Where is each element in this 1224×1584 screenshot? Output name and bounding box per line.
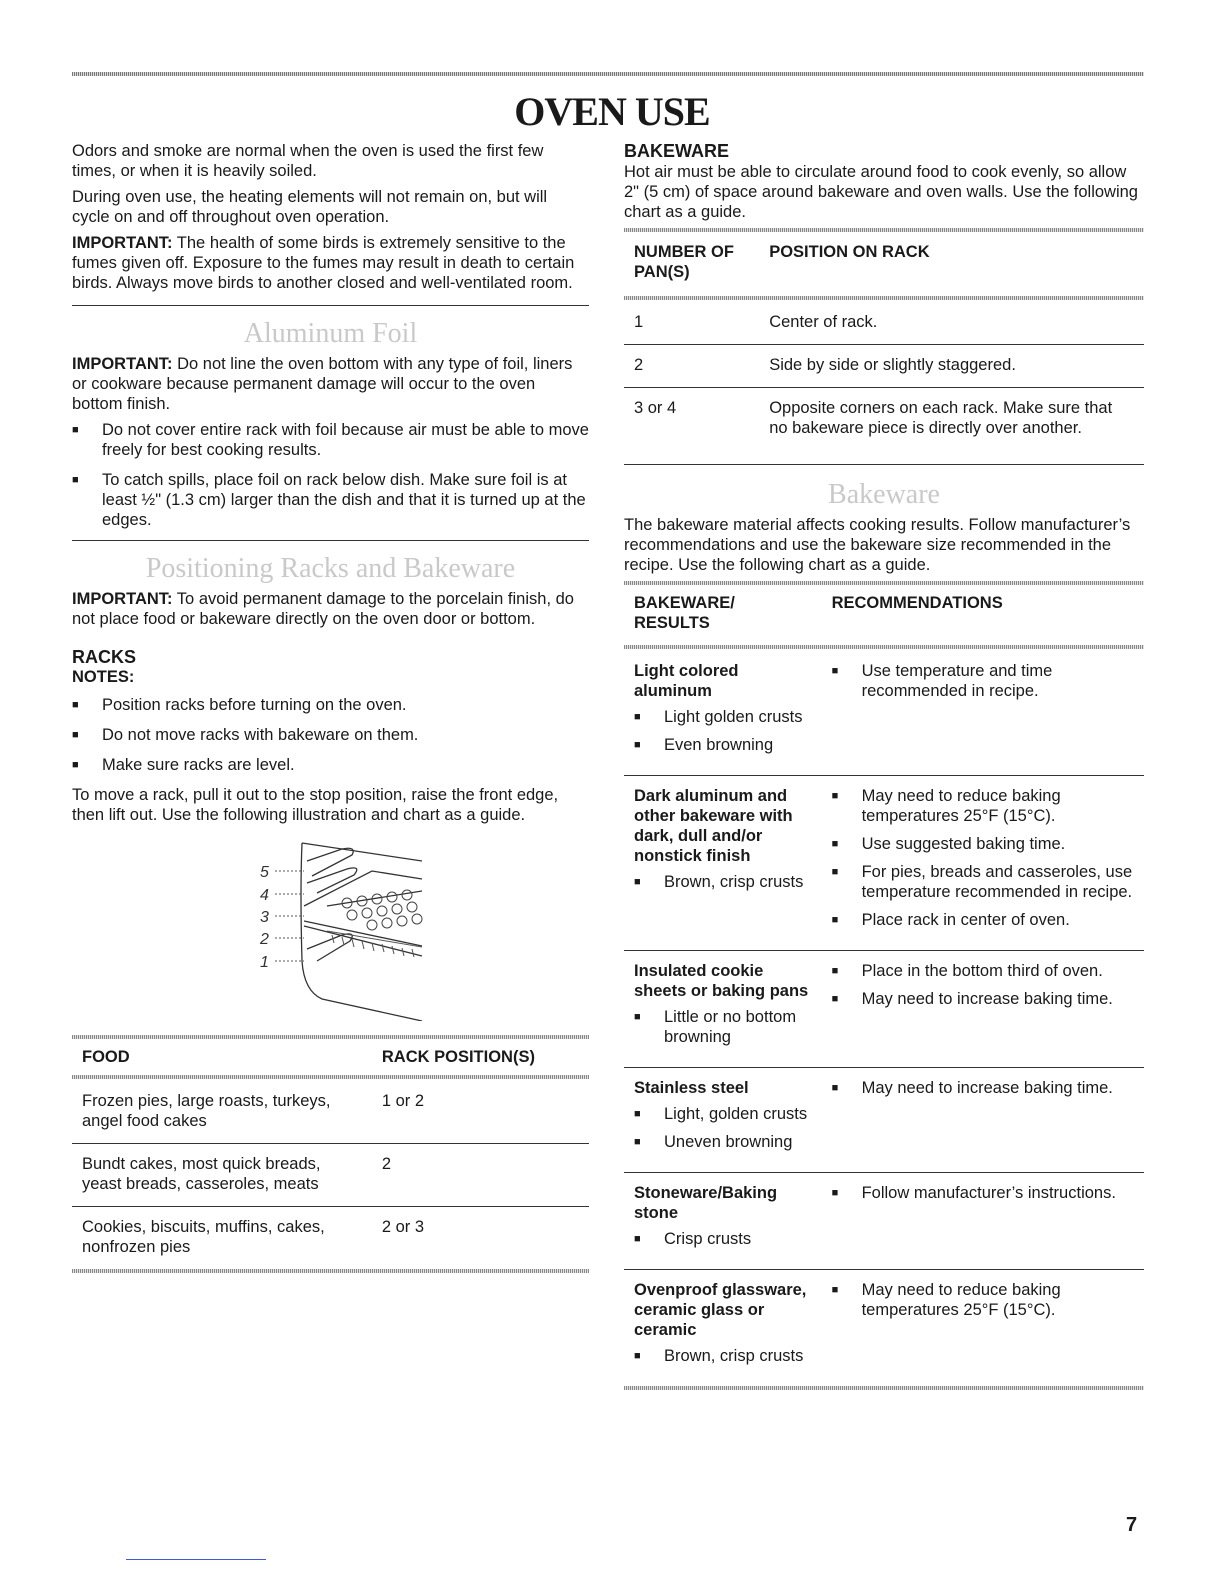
positioning-important (72, 589, 589, 629)
important-label: IMPORTANT: (72, 590, 173, 608)
list-item: ■ Use suggested baking time. (832, 834, 1134, 854)
important-text: The health of some birds is extremely sensitive to the fumes given off. Exposure to the fumes may result in death to certain birds. Always move birds to another closed and well-ventilated room. (72, 234, 575, 292)
table-row (624, 951, 1144, 1068)
list-item: ■ For pies, breads and casseroles, use temperature recommended in recipe. (832, 862, 1134, 902)
positioning-heading: Positioning Racks and Bakeware (145, 553, 516, 584)
position-cell: Center of rack. (759, 302, 1144, 345)
table-row (624, 651, 1144, 776)
list-item: ■ Place rack in center of oven. (832, 910, 1134, 930)
table-header-row (72, 1041, 589, 1075)
rack-number-label: 5 (260, 864, 269, 881)
list-item: ■ Little or no bottom browning (634, 1007, 812, 1047)
intro-important (72, 233, 589, 293)
notes-list (72, 695, 589, 775)
table-row (624, 1173, 1144, 1270)
oven-wall-line (301, 843, 422, 1021)
bakeware-heading: BAKEWARE (624, 141, 730, 161)
pan-count-cell: 3 or 4 (624, 388, 759, 465)
bakeware-results-table (624, 581, 1144, 1392)
rack-4-line (307, 868, 357, 893)
bakeware-materials-text: The bakeware material affects cooking results. Follow manufacturer’s recommendations and use the bakeware size recommended in the recipe. Use the following chart as a guide. (624, 516, 1131, 574)
list-item: ■ Uneven browning (634, 1132, 812, 1152)
table-bottom-rule (624, 1386, 1144, 1390)
table-top-rule (624, 581, 1144, 585)
column-header-food: FOOD (82, 1048, 130, 1066)
list-item: ■ Position racks before turning on the oven. (72, 695, 589, 715)
pan-count-cell: 1 (624, 302, 759, 345)
bakeware-materials-heading: Bakeware (828, 479, 940, 510)
column-header-position-on-rack: POSITION ON RACK (769, 243, 930, 261)
list-item: ■ Light, golden crusts (634, 1104, 812, 1124)
page-number: 7 (1126, 1514, 1138, 1536)
rack-position-cell: 2 or 3 (381, 1218, 425, 1236)
table-row (72, 1144, 589, 1207)
table-row (72, 1081, 589, 1144)
table-header-rule (624, 296, 1144, 300)
list-item: ■ May need to increase baking time. (832, 989, 1134, 1009)
bakeware-text: Hot air must be able to circulate around food to cook evenly, so allow 2" (5 cm) of space around bakeware and oven walls. Use the following chart as a guide. (624, 163, 1138, 221)
top-dotted-rule (72, 72, 1144, 76)
table-header-rule (624, 645, 1144, 649)
footer-underline (126, 1559, 266, 1560)
aluminum-foil-heading: Aluminum Foil (243, 318, 418, 349)
table-row (624, 1270, 1144, 1387)
recommendations-list (832, 1078, 1134, 1098)
rack-5-line (307, 848, 353, 876)
rack-number-label: 4 (260, 887, 269, 904)
page-title: OVEN USE (514, 89, 710, 134)
list-item: ■ Use temperature and time recommended in recipe. (832, 661, 1134, 701)
rack-position-table (72, 1035, 589, 1275)
rack-number-label: 1 (260, 954, 269, 971)
recommendations-list (832, 1183, 1134, 1203)
food-cell: Frozen pies, large roasts, turkeys, angel food cakes (72, 1081, 372, 1144)
list-item: ■ Light golden crusts (634, 707, 812, 727)
table-header-row (624, 234, 1144, 296)
recommendations-list (832, 786, 1134, 930)
rack-2-line (304, 926, 422, 956)
important-label: IMPORTANT: (72, 355, 173, 373)
move-rack-text: To move a rack, pull it out to the stop position, raise the front edge, then lift out. Use the following illustration and chart as a guide. (72, 786, 559, 824)
table-row (624, 302, 1144, 345)
oven-top-line (302, 843, 422, 861)
table-row (72, 1207, 589, 1270)
list-item: ■ Do not move racks with bakeware on them. (72, 725, 589, 745)
table-row (624, 776, 1144, 951)
rack-position-cell: 2 (372, 1144, 589, 1207)
list-item: ■ Do not cover entire rack with foil because air must be able to move freely for best cooking results. (72, 420, 589, 460)
table-bottom-rule (72, 1269, 589, 1273)
section-divider (72, 305, 589, 306)
section-divider (72, 540, 589, 541)
bakeware-type: Ovenproof glassware, ceramic glass or ceramic (634, 1281, 807, 1339)
column-header-rack-position: RACK POSITION(S) (381, 1048, 535, 1066)
important-label: IMPORTANT: (72, 234, 173, 252)
list-item: ■ Brown, crisp crusts (634, 1346, 812, 1366)
recommendations-list (832, 1280, 1134, 1320)
rack-number-label: 2 (260, 931, 269, 948)
list-item: ■ Even browning (634, 735, 812, 755)
list-item: ■ Follow manufacturer’s instructions. (832, 1183, 1134, 1203)
column-header-number-of-pans: NUMBER OF PAN(S) (634, 243, 734, 281)
column-header-bakeware-results: BAKEWARE/ RESULTS (634, 594, 735, 632)
pan-count-cell: 2 (624, 345, 759, 388)
list-item: ■ Crisp crusts (634, 1229, 812, 1249)
rack-illustration (72, 831, 589, 1021)
list-item: ■ Brown, crisp crusts (634, 872, 812, 892)
results-list (634, 1346, 812, 1366)
table-top-rule (72, 1035, 589, 1039)
list-item: ■ May need to reduce baking temperatures 25°F (15°C). (832, 1280, 1134, 1320)
rack-number-label: 3 (260, 909, 269, 926)
list-item: ■ May need to reduce baking temperatures 25°F (15°C). (832, 786, 1134, 826)
list-item: ■ Make sure racks are level. (72, 755, 589, 775)
intro-paragraph-1: Odors and smoke are normal when the oven is used the first few times, or when it is heavily soiled. (72, 142, 544, 180)
food-cell: Bundt cakes, most quick breads, yeast breads, casseroles, meats (72, 1144, 372, 1207)
bakeware-type: Light colored aluminum (634, 662, 739, 700)
table-row (624, 1068, 1144, 1173)
oven-rack-drawing (72, 831, 589, 1021)
foil-important (72, 354, 589, 414)
food-cell: Cookies, biscuits, muffins, cakes, nonfrozen pies (82, 1218, 325, 1256)
position-cell: Opposite corners on each rack. Make sure that no bakeware piece is directly over another. (759, 388, 1144, 465)
rack-position-cell: 1 or 2 (372, 1081, 589, 1144)
results-list (634, 872, 812, 892)
bakeware-type: Insulated cookie sheets or baking pans (634, 962, 809, 1000)
results-list (634, 707, 812, 755)
foil-bullet-list (72, 420, 589, 530)
rack-3-front (304, 921, 422, 946)
notes-heading: NOTES: (72, 668, 135, 686)
important-text: Do not line the oven bottom with any type of foil, liners or cookware because permanent damage will occur to the oven bottom finish. (72, 355, 573, 413)
recommendations-list (832, 661, 1134, 701)
table-row (624, 388, 1144, 465)
list-item: ■ May need to increase baking time. (832, 1078, 1134, 1098)
table-top-rule (624, 228, 1144, 232)
right-column (624, 141, 1144, 1392)
results-list (634, 1229, 812, 1249)
left-column (72, 141, 589, 1275)
bakeware-type: Dark aluminum and other bakeware with dark, dull and/or nonstick finish (634, 787, 793, 865)
rack-1-line (307, 934, 352, 961)
pan-position-table (624, 228, 1144, 465)
table-header-row (624, 587, 1144, 645)
recommendations-list (832, 961, 1134, 1009)
list-item: ■ Place in the bottom third of oven. (832, 961, 1134, 981)
intro-paragraph-2: During oven use, the heating elements will not remain on, but will cycle on and off throughout oven operation. (72, 188, 548, 226)
bakeware-type: Stainless steel (634, 1079, 749, 1097)
column-header-recommendations: RECOMMENDATIONS (831, 594, 1003, 612)
results-list (634, 1104, 812, 1152)
table-row (624, 345, 1144, 388)
list-item: ■ To catch spills, place foil on rack below dish. Make sure foil is at least ½" (1.3 cm) larger than the dish and that it is turned up at the edges. (72, 470, 589, 530)
bakeware-type: Stoneware/Baking stone (634, 1184, 778, 1222)
racks-heading: RACKS (72, 647, 137, 667)
results-list (634, 1007, 812, 1047)
position-cell: Side by side or slightly staggered. (759, 345, 1144, 388)
important-text: To avoid permanent damage to the porcelain finish, do not place food or bakeware directly on the oven door or bottom. (72, 590, 574, 628)
table-header-rule (72, 1075, 589, 1079)
